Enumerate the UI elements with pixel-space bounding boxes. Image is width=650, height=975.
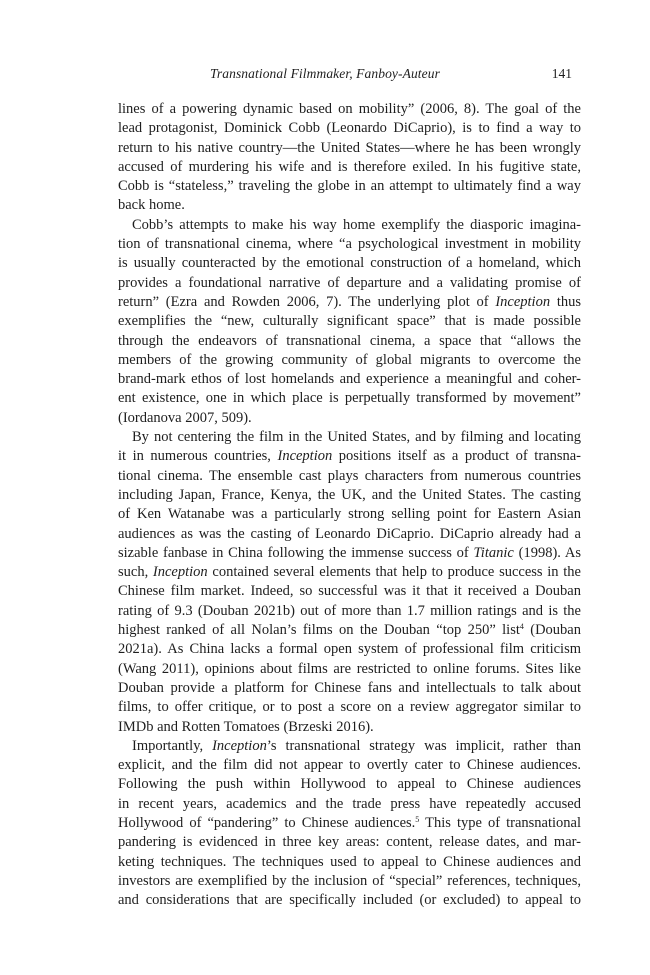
text-line: including Japan, France, Kenya, the UK, and the United States. The casting [118, 486, 581, 503]
text-line: Douban provide a platform for Chinese fans and intellectuals to talk about [118, 679, 581, 696]
text-line: audiences as was the casting of Leonardo DiCaprio. DiCaprio already had a [118, 525, 581, 542]
text-line: such, Inception contained several elements that help to produce success in the [118, 564, 581, 581]
text-line: highest ranked of all Nolan’s films on the Douban “top 250” list$^4$ (Douban [118, 622, 581, 639]
text-line: of Ken Watanabe was a particularly strong selling point for Eastern Asian [118, 506, 581, 523]
running-title: Transnational Filmmaker, Fanboy-Auteur [210, 66, 440, 81]
text-line: provides a foundational narrative of departure and a validating promise of [118, 274, 581, 291]
text-line: films, to offer critique, or to post a score on a review aggregator similar to [118, 699, 581, 716]
text-line: Hollywood of “pandering” to Chinese audiences.$^5$ This type of transnational [118, 814, 582, 831]
text-line: sizable fanbase in China following the immense success of Titanic (1998). As [118, 544, 581, 561]
text-line: Cobb’s attempts to make his way home exemplify the diasporic imagina- [132, 216, 581, 233]
text-line: rating of 9.3 (Douban 2021b) out of more than 1.7 million ratings and is the [118, 602, 581, 619]
body-text [118, 100, 581, 910]
text-line: Cobb is “stateless,” traveling the globe in an attempt to ultimately find a way [118, 178, 581, 195]
page-number: 141 [551, 66, 572, 81]
text-line: is usually counteracted by the emotional construction of a homeland, which [118, 255, 581, 272]
text-line: back home. [118, 197, 185, 214]
text-line: it in numerous countries, Inception positions itself as a product of transna- [118, 448, 582, 465]
text-line: and considerations that are specifically included (or excluded) to appeal to [118, 892, 581, 909]
text-line: return to his native country—the United States—where he has been wrongly [118, 139, 581, 156]
text-line: tional cinema. The ensemble cast plays characters from numerous countries [118, 467, 581, 484]
text-line: accused of murdering his wife and is therefore exiled. In his fugitive state, [118, 158, 581, 175]
text-line: investors are exemplified by the inclusion of “special” references, techniques, [118, 872, 581, 889]
text-line: lead protagonist, Dominick Cobb (Leonardo DiCaprio), is to find a way to [118, 120, 581, 137]
text-line: return” (Ezra and Rowden 2006, 7). The underlying plot of Inception thus [118, 293, 582, 310]
text-line: through the endeavors of transnational cinema, a space that “allows the [118, 332, 581, 349]
text-line: Importantly, Inception’s transnational strategy was implicit, rather than [132, 737, 581, 754]
text-line: IMDb and Rotten Tomatoes (Brzeski 2016). [118, 718, 374, 735]
text-line: lines of a powering dynamic based on mobility” (2006, 8). The goal of the [118, 101, 581, 117]
text-line: (Wang 2011), opinions about films are restricted to online forums. Sites like [118, 660, 581, 677]
text-line: ent existence, one in which place is perpetually transformed by movement” [118, 390, 581, 407]
text-line: Chinese film market. Indeed, so successful was it that it received a Douban [118, 583, 581, 600]
text-line: Following the push within Hollywood to appeal to Chinese audiences [118, 776, 581, 793]
text-line: (Iordanova 2007, 509). [118, 409, 252, 426]
text-line: 2021a). As China lacks a formal open system of professional film criticism [118, 641, 581, 658]
text-line: pandering is evidenced in three key areas: content, release dates, and mar- [118, 834, 581, 851]
text-line: in recent years, academics and the trade press have repeatedly accused [118, 795, 581, 812]
text-line: members of the growing community of global migrants to overcome the [118, 351, 581, 368]
running-head [0, 66, 650, 86]
text-line: keting techniques. The techniques used to appeal to Chinese audiences and [118, 853, 581, 870]
text-line: exemplifies the “new, culturally significant space” that is made possible [118, 313, 581, 330]
text-line: By not centering the film in the United States, and by filming and locating [132, 429, 581, 446]
text-line: brand-mark ethos of lost homelands and experience a meaningful and coher- [118, 371, 581, 388]
text-line: explicit, and the film did not appear to overtly cater to Chinese audiences. [118, 757, 581, 774]
text-line: tion of transnational cinema, where “a psychological investment in mobility [118, 236, 581, 253]
